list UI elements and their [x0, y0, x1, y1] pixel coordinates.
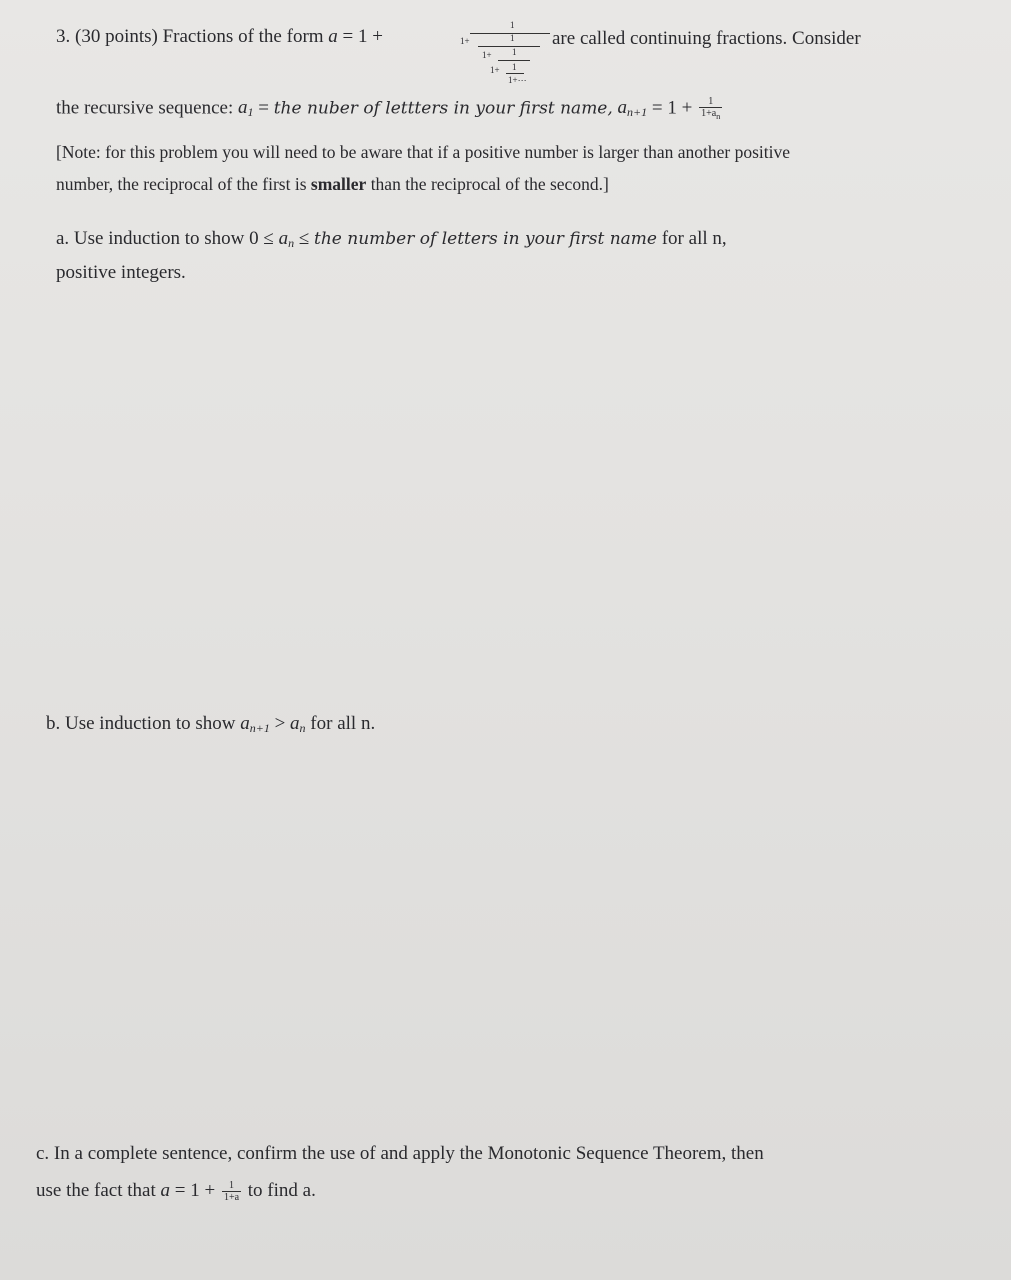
part-b-gt: >	[274, 713, 286, 734]
note-line2-start: number, the reciprocal of the first is	[56, 174, 307, 194]
part-a-end: for all n,	[661, 228, 727, 249]
cf-num-4: 1	[512, 62, 517, 72]
part-a-label: a. Use induction to show	[56, 228, 245, 249]
part-b-an1: $a_{n+1}$	[240, 713, 270, 735]
part-c-line-2	[36, 1180, 316, 1203]
cf-one-plus-3: 1+	[490, 65, 500, 75]
part-a-le: ≤	[298, 228, 310, 249]
note-line-2	[56, 174, 609, 195]
part-a-line-1	[56, 228, 727, 251]
var-a: a	[328, 26, 338, 47]
part-b-an: $a_n$	[290, 713, 306, 735]
cf-bar-3	[498, 60, 530, 61]
cf-numerator: 1	[510, 20, 515, 30]
part-a-math: 0 ≤	[249, 228, 274, 249]
part-c-eq: = 1 +	[174, 1180, 216, 1201]
part-b-end: for all n.	[310, 713, 376, 734]
var-a1: $a_1$	[238, 97, 254, 120]
problem-points: (30 points)	[75, 26, 158, 47]
part-a-line-2: positive integers.	[56, 262, 186, 283]
cf-tail: 1+⋯	[508, 75, 527, 85]
note-bold-word: smaller	[310, 174, 367, 194]
cf-one-plus-2: 1+	[482, 50, 492, 60]
var-an1: $a_{n+1}$	[617, 97, 648, 120]
part-c-fraction: $\frac{1}{1+a}$	[223, 1180, 240, 1204]
recursive-label: the recursive sequence:	[56, 97, 234, 119]
cf-bar-4	[506, 73, 524, 74]
part-c-line-1: c. In a complete sentence, confirm the use of and apply the Monotonic Sequence Theorem, then	[36, 1143, 764, 1164]
continued-fraction	[460, 20, 550, 90]
note-line2-end: than the reciprocal of the second.]	[370, 174, 609, 194]
problem-header: 3. (30 points) Fractions of the form a = 1 +	[56, 26, 383, 47]
cf-num-2: 1	[510, 33, 515, 43]
recursion-eq: = 1 +	[651, 97, 693, 119]
recursion-fraction: $\frac{1}{1+a_n}$	[701, 96, 721, 121]
part-c-start: use the fact that	[36, 1180, 156, 1201]
intro-text: Fractions of the form	[162, 26, 324, 47]
part-c-end: to find a.	[247, 1180, 316, 1201]
recursive-sequence-line: the recursive sequence: $a_1$ = the nuber of lettters in your first name, $a_{n+1} = 1$ + $\frac{1}{1+a_n}$	[56, 96, 721, 121]
cf-num-3: 1	[512, 47, 517, 57]
part-b-line	[46, 713, 375, 736]
a1-definition: the nuber of lettters in your first name,	[273, 98, 613, 119]
intro-end: are called continuing fractions. Consider	[552, 28, 861, 49]
part-c-var-a: a	[160, 1180, 171, 1201]
cf-one-plus-1: 1+	[460, 36, 470, 46]
note-line-1: [Note: for this problem you will need to be aware that if a positive number is larger than another positive	[56, 142, 790, 162]
part-a-italic: the number of letters in your first name	[314, 229, 657, 249]
cf-bar-2	[478, 46, 540, 47]
part-b-label: b. Use induction to show	[46, 713, 236, 734]
problem-number: 3.	[56, 26, 71, 47]
part-a-var: $a_n$	[278, 228, 295, 250]
